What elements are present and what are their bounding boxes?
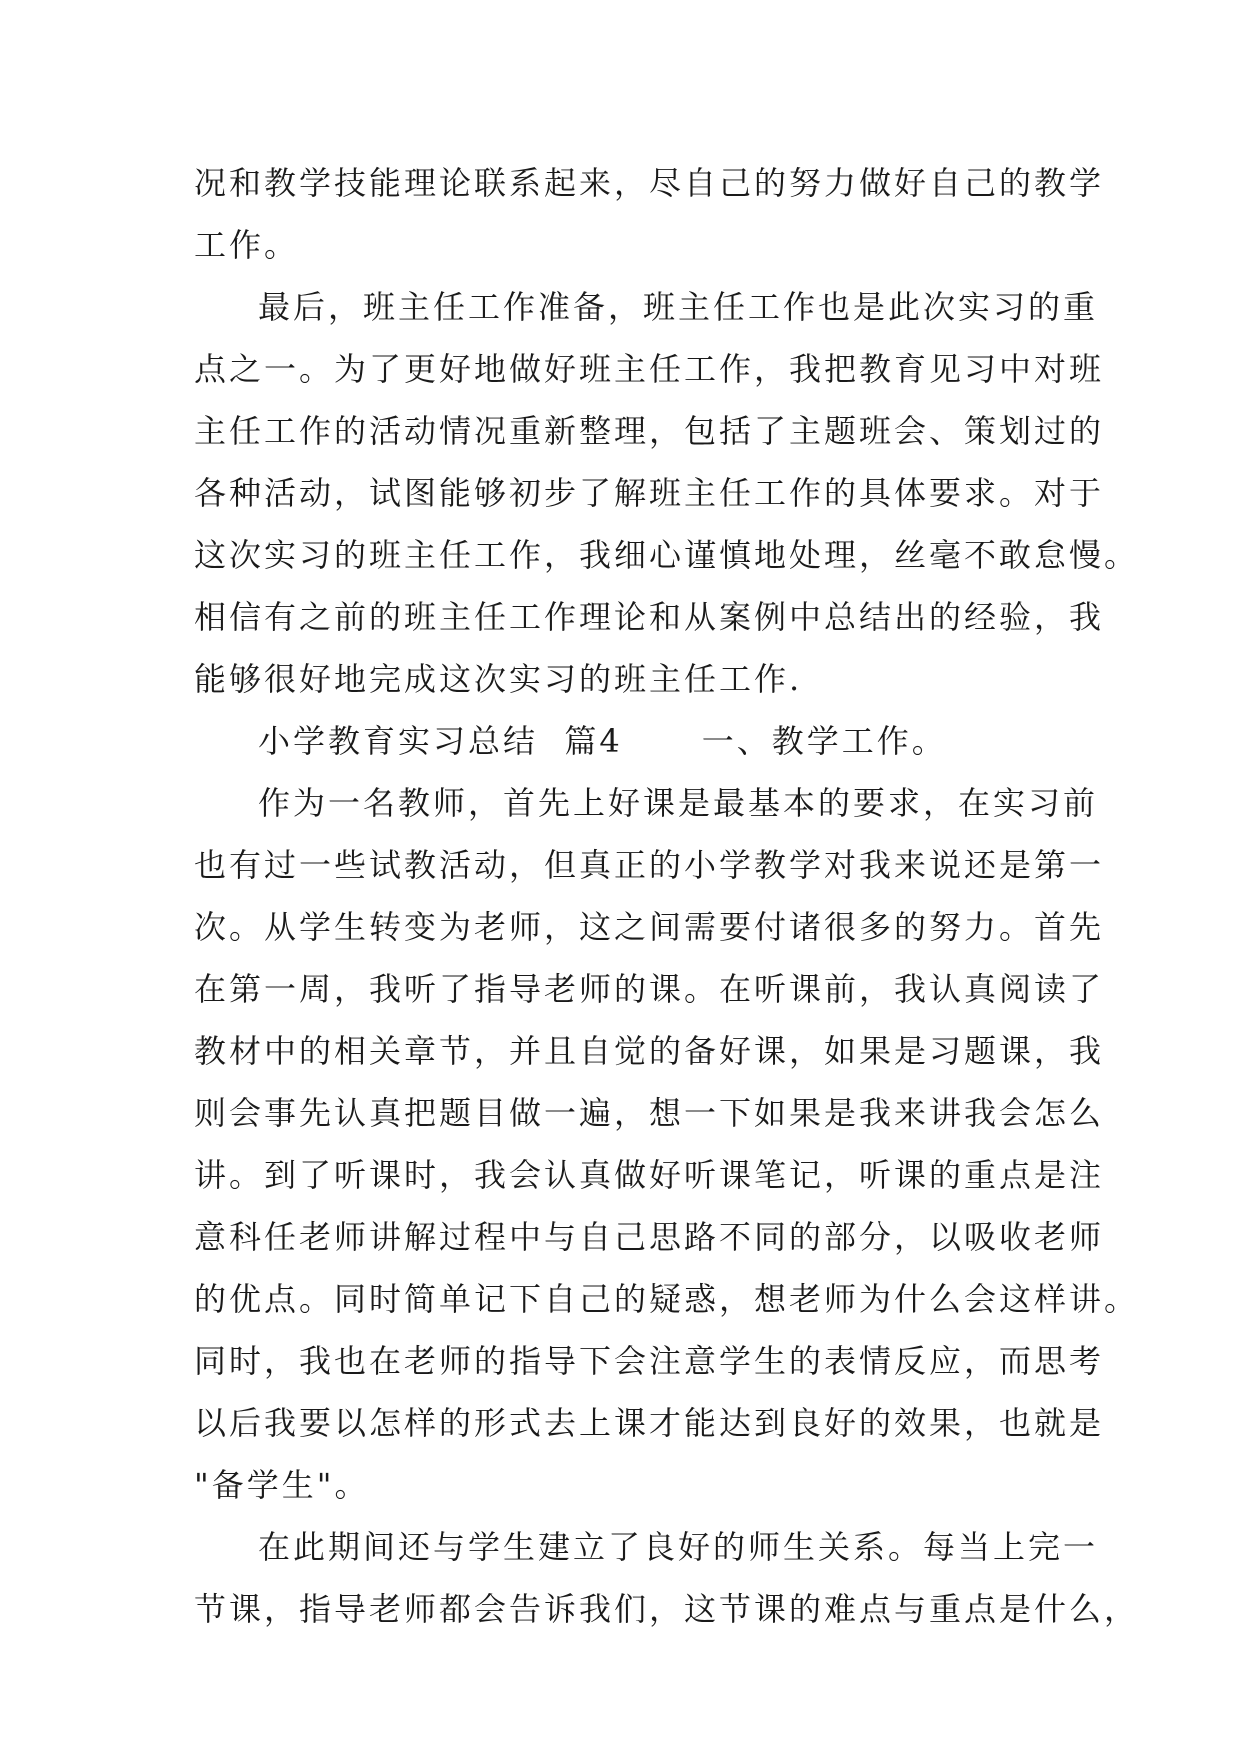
text-line: 这次实习的班主任工作，我细心谨慎地处理，丝毫不敢怠慢。	[194, 536, 1140, 574]
text-line: 次。从学生转变为老师，这之间需要付诸很多的努力。首先	[194, 908, 1105, 946]
document-body	[194, 152, 1140, 1640]
paragraph-start-line: 最后，班主任工作准备，班主任工作也是此次实习的重	[258, 288, 1099, 326]
text-line: 能够很好地完成这次实习的班主任工作.	[194, 660, 803, 698]
text-line: 同时，我也在老师的指导下会注意学生的表情反应，而思考	[194, 1342, 1105, 1380]
text-line: 教材中的相关章节，并且自觉的备好课，如果是习题课，我	[194, 1032, 1105, 1070]
text-line: 点之一。为了更好地做好班主任工作，我把教育见习中对班	[194, 350, 1105, 388]
text-line: 意科任老师讲解过程中与自己思路不同的部分，以吸收老师	[194, 1218, 1105, 1256]
paragraph-start-line: 在此期间还与学生建立了良好的师生关系。每当上完一	[258, 1528, 1099, 1566]
text-line: 况和教学技能理论联系起来，尽自己的努力做好自己的教学	[194, 164, 1105, 202]
text-line: 相信有之前的班主任工作理论和从案例中总结出的经验，我	[194, 598, 1105, 636]
text-line: 讲。到了听课时，我会认真做好听课笔记，听课的重点是注	[194, 1156, 1105, 1194]
text-line: 各种活动，试图能够初步了解班主任工作的具体要求。对于	[194, 474, 1105, 512]
text-line: 节课，指导老师都会告诉我们，这节课的难点与重点是什么，	[194, 1590, 1140, 1628]
text-line: 工作。	[194, 226, 300, 264]
section-heading-line: 小学教育实习总结 篇4 一、教学工作。	[258, 722, 947, 760]
text-line: 则会事先认真把题目做一遍，想一下如果是我来讲我会怎么	[194, 1094, 1105, 1132]
text-line: "备学生"。	[194, 1466, 370, 1504]
text-line: 以后我要以怎样的形式去上课才能达到良好的效果，也就是	[194, 1404, 1105, 1442]
text-line: 主任工作的活动情况重新整理，包括了主题班会、策划过的	[194, 412, 1105, 450]
text-line: 的优点。同时简单记下自己的疑惑，想老师为什么会这样讲。	[194, 1280, 1140, 1318]
paragraph-start-line: 作为一名教师，首先上好课是最基本的要求，在实习前	[258, 784, 1099, 822]
text-line: 在第一周，我听了指导老师的课。在听课前，我认真阅读了	[194, 970, 1105, 1008]
text-line: 也有过一些试教活动，但真正的小学教学对我来说还是第一	[194, 846, 1105, 884]
